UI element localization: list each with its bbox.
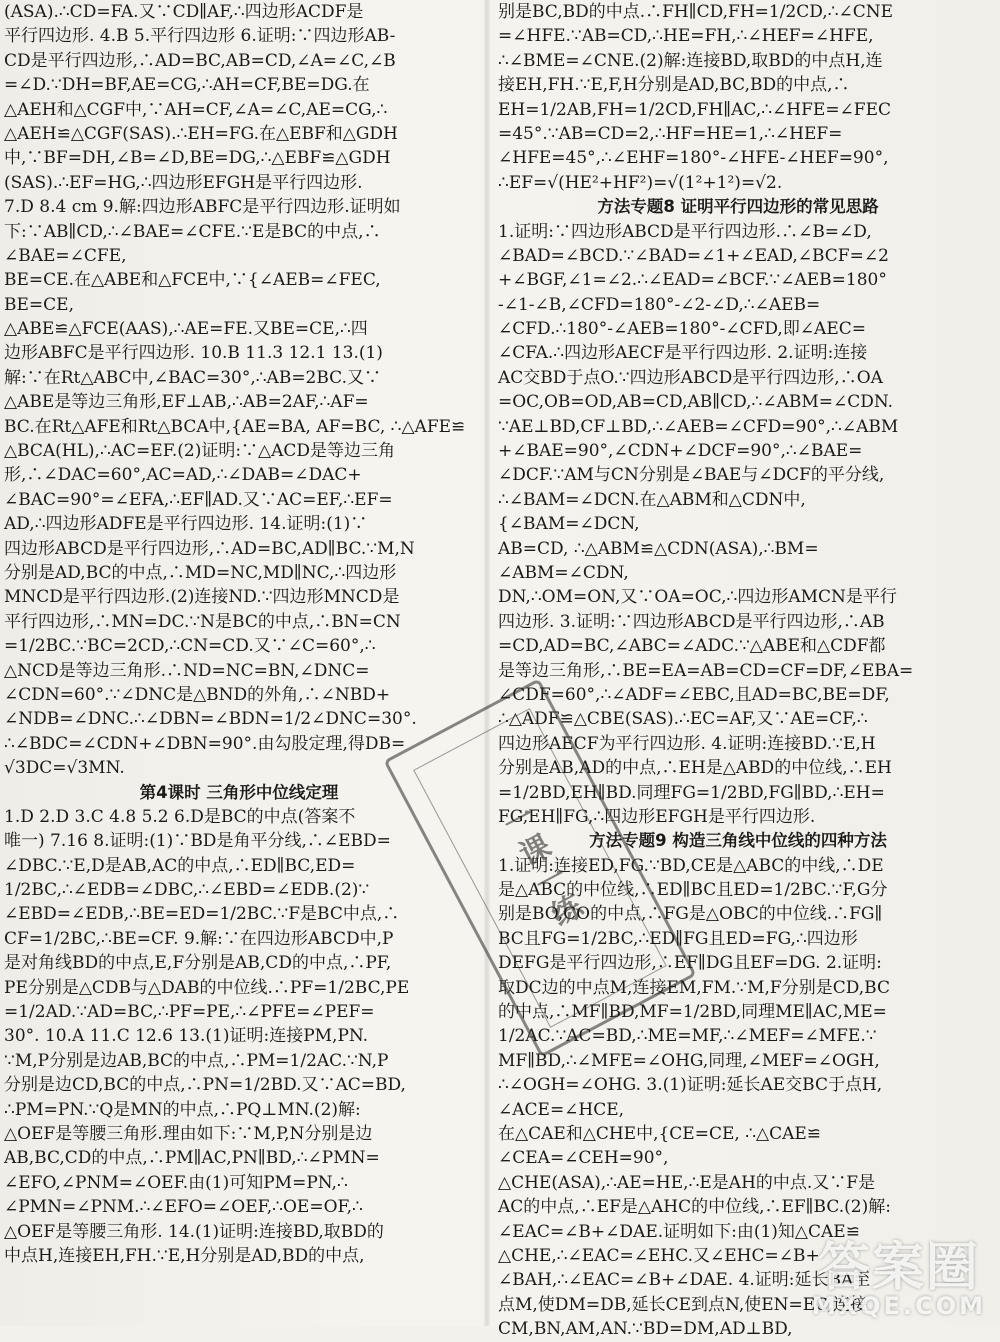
text-line: ∠CDN=60°.∵∠DNC是△BND的外角,∴∠NBD+ — [4, 684, 391, 705]
text-line: 四边形AECF为平行四边形. 4.证明:连接BD.∵E,H — [498, 733, 876, 754]
text-line: =∠HFE.∵AB=CD,∴HE=FH,∴∠HEF=∠HFE, — [498, 26, 874, 47]
text-line: =CD,AD=BC,∠ABC=∠ADC.∵△ABE和△CDF都 — [498, 636, 886, 657]
text-line: 点M,使DM=DB,延长CE到点N,使EN=EC,连接 — [498, 1294, 867, 1315]
text-line: 是对角线BD的中点,E,F分别是AB,CD的中点,∴PF, — [4, 953, 392, 974]
text-line: 接EH,FH.∵E,F,H分别是AD,BC,BD的中点,∴ — [498, 75, 850, 96]
text-line: 别是BO,CO的中点,∴FG是△OBC的中位线.∴FG∥ — [498, 904, 883, 925]
text-line: =OC,OB=OD,AB=CD,AB∥CD,∴∠ABM=∠CDN. — [498, 392, 894, 413]
stamp-text: 一课一练 — [413, 708, 667, 1028]
site-watermark — [811, 1238, 986, 1320]
text-line: PE分别是△CDB与△DAB的中位线.∴PF=1/2BC,PE — [4, 977, 410, 998]
section-heading-method-9: 方法专题9 构造三角线中位线的四种方法 — [589, 831, 887, 851]
text-line: CF=1/2BC,∴BE=CF. 9.解:∵在四边形ABCD中,P — [4, 928, 394, 949]
text-line: ∵AE⊥BD,CF⊥BD,∴∠AEB=∠CFD=90°,∴∠ABM — [498, 416, 899, 437]
text-line: ∴∠BAM=∠DCN.在△ABM和△CDN中, — [498, 489, 806, 510]
text-line: ∠CEA=∠CEH=90°, — [498, 1148, 669, 1169]
text-line: =1/2BD,EH∥BD.同理FG=1/2BD,FG∥BD,∴EH= — [498, 782, 885, 803]
text-line: ∴∠BME=∠CNE.(2)解:连接BD,取BD的中点H,连 — [498, 50, 883, 71]
text-line: △BCA(HL),∴AC=EF.(2)证明:∵△ACD是等边三角 — [4, 441, 396, 462]
text-line: ∠PMN=∠PNM.∴∠EFO=∠OEF,∴OE=OF,∴ — [4, 1197, 363, 1218]
text-line: 取DC边的中点M,连接EM,FM.∵M,F分别是CD,BC — [498, 977, 890, 998]
text-line: BE=CE, — [4, 294, 74, 315]
text-line: AB,BC,CD的中点,∴PM∥AC,PN∥BD,∴∠PMN= — [4, 1148, 380, 1169]
text-line: CM,BN,AM,AN.∵BD=DM,AD⊥BD, — [498, 1319, 793, 1340]
text-line: 分别是AD,BC的中点,∴MD=NC,MD∥NC,∴四边形 — [4, 562, 397, 583]
text-line: MNCD是平行四边形.(2)连接ND.∵四边形MNCD是 — [4, 587, 400, 608]
text-line: ∠EFO,∠PNM=∠OEF.由(1)可知PM=PN,∴ — [4, 1172, 348, 1193]
left-column — [4, 0, 474, 1326]
text-line: ∠DBC.∵E,D是AB,AC的中点,∴ED∥BC,ED= — [4, 855, 356, 876]
text-line: △CHE,∴∠EAC=∠EHC.又∠EHC=∠B+ — [498, 1245, 820, 1266]
left-text-block-2 — [4, 805, 474, 1268]
text-line: ∴△ADF≌△CBE(SAS).∴EC=AF,又∵AE=CF,∴ — [498, 709, 868, 730]
text-line: 7.D 8.4 cm 9.解:四边形ABFC是平行四边形.证明如 — [4, 197, 401, 218]
right-text-block-1 — [498, 0, 978, 195]
text-line: AD,∴四边形ADFE是平行四边形. 14.证明:(1)∵ — [4, 514, 368, 535]
text-line: 在△CAE和△CHE中,{CE=CE, ∴△CAE≌ — [498, 1123, 822, 1144]
text-line: 1.D 2.D 3.C 4.8 5.2 6.D是BC的中点(答案不 — [4, 806, 356, 827]
text-line: FG,EH∥FG,∴四边形EFGH是平行四边形. — [498, 806, 816, 827]
text-line: ∠BAC=90°=∠EFA,∴EF∥AD.又∵AC=EF,∴EF= — [4, 489, 393, 510]
text-line: +∠BAE=90°,∠CDN+∠DCF=90°,∴∠BAE= — [498, 441, 863, 462]
text-line: ∠ABM=∠CDN, — [498, 562, 629, 583]
text-line: 1.证明:∵四边形ABCD是平行四边形.∴∠B=∠D, — [498, 221, 872, 242]
text-line: 1/2AC.∵AC=BD,∴ME=MF,∴∠MEF=∠MFE.∵ — [498, 1026, 877, 1047]
text-line: ∠CDF=60°,∴∠ADF=∠EBC,且AD=BC,BE=DF, — [498, 684, 890, 705]
text-line: ∠DCF.∵AM与CN分别是∠BAE与∠DCF的平分线, — [498, 465, 885, 486]
text-line: =∠D.∵DH=BF,AE=CG,∴AH=CF,BE=DG.在 — [4, 75, 370, 96]
text-line: △AEH和△CGF中,∵AH=CF,∠A=∠C,AE=CG,∴ — [4, 99, 388, 120]
text-line: 下:∵AB∥CD,∴∠BAE=∠CFE.∵E是BC的中点,∴ — [4, 221, 381, 242]
text-line: (SAS).∴EF=HG,∴四边形EFGH是平行四边形. — [4, 172, 363, 193]
text-line: 平行四边形,∴MN=DC.∵N是BC的中点,∴BN=CN — [4, 611, 401, 632]
text-line: 1.证明:连接ED,FG.∵BD,CE是△ABC的中线,∴DE — [498, 855, 884, 876]
text-line: △ABE是等边三角形,EF⊥AB,∴AB=2AF,∴AF= — [4, 392, 369, 413]
text-line: BE=CE.在△ABE和△FCE中,∵{∠AEB=∠FEC, — [4, 270, 381, 291]
text-line: △OEF是等腰三角形. 14.(1)证明:连接BD,取BD的 — [4, 1221, 384, 1242]
left-text-block-1 — [4, 0, 474, 781]
text-line: AB=CD, ∴△ABM≌△CDN(ASA),∴BM= — [498, 538, 819, 559]
text-line: ∠CFA.∴四边形AECF是平行四边形. 2.证明:连接 — [498, 343, 868, 364]
text-line: △ABE≌△FCE(AAS),∴AE=FE.又BE=CE,∴四 — [4, 319, 368, 340]
text-line: 分别是边CD,BC的中点,∴PN=1/2BD.又∵AC=BD, — [4, 1075, 406, 1096]
text-line: 中,∵BF=DH,∠B=∠D,BE=DG,∴△EBF≌△GDH — [4, 148, 391, 169]
text-line: 形,∴∠DAC=60°,AC=AD,∴∠DAB=∠DAC+ — [4, 465, 362, 486]
text-line: △AEH≌△CGF(SAS).∴EH=FG.在△EBF和△GDH — [4, 123, 398, 144]
text-line: ∠CFD.∴180°-∠AEB=180°-∠CFD,即∠AEC= — [498, 319, 866, 340]
text-line: +∠BGF,∠1=∠2.∴∠EAD=∠BCF.∵∠AEB=180° — [498, 270, 887, 291]
section-heading-method-8: 方法专题8 证明平行四边形的常见思路 — [597, 197, 879, 217]
right-column — [498, 0, 978, 1340]
text-line: ∴PM=PN.∵Q是MN的中点,∴PQ⊥MN.(2)解: — [4, 1099, 361, 1120]
text-line: △NCD是等边三角形.∴ND=NC=BN,∠DNC= — [4, 660, 370, 681]
text-line: 四边形ABCD是平行四边形,∴AD=BC,AD∥BC.∵M,N — [4, 538, 415, 559]
text-line: ∠ACE=∠HCE, — [498, 1099, 625, 1120]
text-line: ∵M,P分别是边AB,BC的中点,∴PM=1/2AC.∵N,P — [4, 1050, 389, 1071]
text-line: BC且FG=1/2BC,∴ED∥FG且ED=FG,∴四边形 — [498, 928, 858, 949]
text-line: 解:∵在Rt△ABC中,∠BAC=30°,∴AB=2BC.又∵ — [4, 367, 381, 388]
text-line: ∴∠BDC=∠CDN+∠DBN=90°.由勾股定理,得DB= — [4, 733, 406, 754]
text-line: 唯一) 7.16 8.证明:(1)∵BD是角平分线,∴∠EBD= — [4, 831, 391, 852]
text-line: ∠BAE=∠CFE, — [4, 245, 127, 266]
text-line: EH=1/2AB,FH=1/2CD,FH∥AC,∴∠HFE=∠FEC — [498, 99, 892, 120]
right-text-block-2 — [498, 220, 978, 830]
text-line: DEFG是平行四边形,∴EF∥DG且EF=DG. 2.证明: — [498, 953, 882, 974]
text-line: MF∥BD,∴∠MFE=∠OHG,同理,∠MEF=∠OGH, — [498, 1050, 880, 1071]
text-line: 分别是AB,AD的中点,∴EH是△ABD的中位线,∴EH — [498, 758, 892, 779]
text-line: 平行四边形. 4.B 5.平行四边形 6.证明:∵四边形AB- — [4, 26, 396, 47]
text-line: 30°. 10.A 11.C 12.6 13.(1)证明:连接PM,PN. — [4, 1026, 369, 1047]
watermark-logo-text: 答案圈 — [817, 1238, 980, 1298]
text-line: 边形ABFC是平行四边形. 10.B 11.3 12.1 13.(1) — [4, 343, 383, 364]
watermark-url: MXQE.COM — [811, 1292, 986, 1320]
text-line: √3DC=√3MN. — [4, 758, 125, 779]
text-line: DN,∴OM=ON,又∵OA=OC,∴四边形AMCN是平行 — [498, 587, 897, 608]
text-line: ∠BAH,∴∠EAC=∠B+∠DAE. 4.证明:延长BA至 — [498, 1270, 871, 1291]
text-line: CD是平行四边形,∴AD=BC,AB=CD,∠A=∠C,∠B — [4, 50, 396, 71]
text-line: △OEF是等腰三角形.理由如下:∵M,P,N分别是边 — [4, 1123, 373, 1144]
text-line: ∴∠OGH=∠OHG. 3.(1)证明:延长AE交BC于点H, — [498, 1075, 883, 1096]
text-line: 1/2BC,∴∠EDB=∠DBC,∴∠EBD=∠EDB.(2)∵ — [4, 880, 370, 901]
text-line: ∠HFE=45°,∴∠EHF=180°-∠HFE-∠HEF=90°, — [498, 148, 889, 169]
text-line: BC.在Rt△AFE和Rt△BCA中,{AE=BA, AF=BC, ∴△AFE≌ — [4, 416, 466, 437]
text-line: ∠EAC=∠B+∠DAE.证明如下:由(1)知△CAE≌ — [498, 1221, 860, 1242]
page-gutter — [484, 0, 490, 1326]
text-line: ∠EBD=∠EDB,∴BE=ED=1/2BC.∵F是BC中点,∴ — [4, 904, 400, 925]
text-line: =45°.∵AB=CD=2,∴HF=HE=1,∴∠HEF= — [498, 123, 843, 144]
text-line: 是△ABC的中位线,∴ED∥BC且ED=1/2BC.∵F,G分 — [498, 880, 888, 901]
text-line: 四边形. 3.证明:∵四边形ABCD是平行四边形,∴AB — [498, 611, 885, 632]
section-heading-lesson-4: 第4课时 三角形中位线定理 — [139, 782, 339, 802]
text-line: AC交BD于点O.∵四边形ABCD是平行四边形,∴OA — [498, 367, 883, 388]
text-line: AC的中点,∴EF是△AHC的中位线,∴EF∥BC.(2)解: — [498, 1197, 891, 1218]
text-line: ∠BAD=∠BCD.∵∠BAD=∠1+∠EAD,∠BCF=∠2 — [498, 245, 889, 266]
text-line: -∠1-∠B,∠CFD=180°-∠2-∠D,∴∠AEB= — [498, 294, 821, 315]
text-line: ∴EF=√(HE²+HF²)=√(1²+1²)=√2. — [498, 172, 783, 193]
text-line: =1/2BC.∵BC=2CD,∴CN=CD.又∵∠C=60°,∴ — [4, 636, 376, 657]
text-line: 是等边三角形,∴BE=EA=AB=CD=CF=DF,∠EBA= — [498, 660, 914, 681]
text-line: 中点H,连接EH,FH.∵E,H分别是AD,BD的中点, — [4, 1245, 365, 1266]
text-line: ∠NDB=∠DNC.∴∠DBN=∠BDN=1/2∠DNC=30°. — [4, 709, 417, 730]
text-line: 的中点,∴MF∥BD,MF=1/2BD,同理ME∥AC,ME= — [498, 1002, 887, 1023]
text-line: =1/2AD.∵AD=BC,∴PF=PE,∴∠PFE=∠PEF= — [4, 1002, 375, 1023]
text-line: △CHE(ASA),∴AE=HE,∴E是AH的中点.又∵F是 — [498, 1172, 876, 1193]
text-line: (ASA).∴CD=FA.又∵CD∥AF,∴四边形ACDF是 — [4, 2, 364, 22]
text-line: 别是BC,BD的中点.∴FH∥CD,FH=1/2CD,∴∠CNE — [498, 2, 894, 22]
text-line: {∠BAM=∠DCN, — [498, 514, 640, 535]
